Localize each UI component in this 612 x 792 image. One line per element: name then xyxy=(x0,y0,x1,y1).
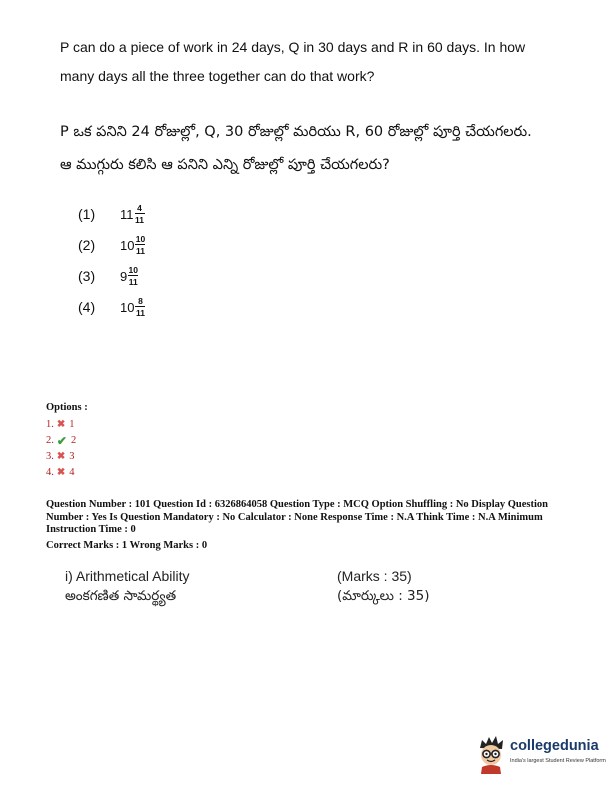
option-row-4 xyxy=(46,465,76,481)
option-index: 2. xyxy=(46,435,54,446)
collegedunia-logo[interactable] xyxy=(474,734,606,776)
answer-fraction xyxy=(135,234,145,256)
marks-line: Correct Marks : 1 Wrong Marks : 0 xyxy=(46,539,208,551)
option-value: 2 xyxy=(70,435,77,446)
metadata-line: Question Number : 101 Question Id : 6326864058 Question Type : MCQ Option Shuffling : No Display Question Number : Yes Is Question Mandatory : No Calculator : None Response Time : N.A Think Time : N.A Minimum Instruction Time : 0 xyxy=(46,499,549,535)
section-marks-telugu: (మార్కులు : 35) xyxy=(337,588,430,604)
answer-choice-1 xyxy=(78,199,145,229)
answer-whole: 10 xyxy=(120,299,135,315)
fraction-denominator: 11 xyxy=(128,277,138,287)
fraction-numerator: 10 xyxy=(128,265,138,275)
answer-label: (3) xyxy=(78,268,96,284)
option-index: 1. xyxy=(46,419,54,430)
fraction-numerator: 4 xyxy=(137,203,142,213)
fraction-denominator: 11 xyxy=(135,308,145,318)
cross-icon: ✖ xyxy=(56,419,66,430)
mascot-icon xyxy=(474,734,508,774)
answer-choice-2 xyxy=(78,230,145,260)
answer-fraction xyxy=(135,296,145,318)
option-row-1 xyxy=(46,417,76,433)
answer-choice-3 xyxy=(78,261,138,291)
answer-label: (1) xyxy=(78,206,96,222)
option-index: 4. xyxy=(46,467,54,478)
fraction-numerator: 8 xyxy=(138,296,143,306)
answer-label: (4) xyxy=(78,299,96,315)
option-index: 3. xyxy=(46,451,54,462)
section-title-english: i) Arithmetical Ability xyxy=(65,568,190,584)
answer-label: (2) xyxy=(78,237,96,253)
question-text-telugu xyxy=(60,116,560,182)
answer-whole: 9 xyxy=(120,268,128,284)
answer-whole: 11 xyxy=(120,206,134,222)
telugu-line-1: P ఒక పనిని 24 రోజుల్లో, Q, 30 రోజుల్లో మరియు R, 60 రోజుల్లో పూర్తి చేయగలరు. xyxy=(60,124,532,140)
answer-whole: 10 xyxy=(120,237,135,253)
check-icon: ✔ xyxy=(56,434,67,448)
section-title xyxy=(65,566,189,606)
option-row-2 xyxy=(46,433,76,449)
fraction-denominator: 11 xyxy=(135,215,144,225)
answer-fraction xyxy=(128,265,138,287)
option-value: 4 xyxy=(69,467,75,478)
telugu-line-2: ఆ ముగ్గురు కలిసి ఆ పనిని ఎన్ని రోజుల్లో పూర్తి చేయగలరు? xyxy=(60,157,390,173)
cross-icon: ✖ xyxy=(56,467,66,478)
options-header: Options : xyxy=(46,402,88,413)
option-value: 1 xyxy=(69,419,75,430)
section-marks xyxy=(337,566,430,606)
answer-choice-4 xyxy=(78,292,145,322)
section-title-telugu: అంకగణిత సామర్థ్యత xyxy=(65,588,177,604)
section-marks-english: (Marks : 35) xyxy=(337,568,412,584)
answer-fraction xyxy=(135,203,145,225)
fraction-numerator: 10 xyxy=(135,234,146,244)
fraction-denominator: 11 xyxy=(135,246,145,256)
question-text-english: P can do a piece of work in 24 days, Q in 30 days and R in 60 days. In how many days all the three together can do that work? xyxy=(60,39,526,84)
option-row-3 xyxy=(46,449,76,465)
logo-tagline: India's largest Student Review Platform xyxy=(510,758,606,764)
logo-brand: collegedunia xyxy=(510,738,599,754)
option-value: 3 xyxy=(69,451,75,462)
question-metadata xyxy=(46,499,576,552)
cross-icon: ✖ xyxy=(56,451,66,462)
options-list xyxy=(46,417,76,481)
